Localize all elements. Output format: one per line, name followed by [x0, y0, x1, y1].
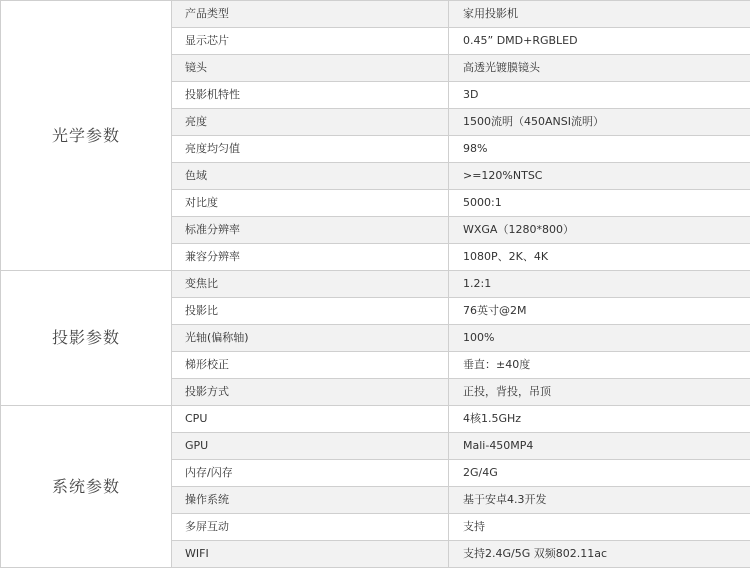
spec-table-body — [1, 1, 750, 568]
spec-value: 2G/4G — [449, 460, 750, 487]
spec-label: 投影比 — [172, 298, 449, 325]
spec-label: 变焦比 — [172, 271, 449, 298]
spec-value: >=120%NTSC — [449, 163, 750, 190]
spec-label: 内存/闪存 — [172, 460, 449, 487]
group-name-projection: 投影参数 — [1, 271, 172, 406]
spec-label: WIFI — [172, 541, 449, 568]
spec-value: 76英寸@2M — [449, 298, 750, 325]
spec-label: 标准分辨率 — [172, 217, 449, 244]
spec-value: 4核1.5GHz — [449, 406, 750, 433]
spec-label: 梯形校正 — [172, 352, 449, 379]
spec-label: 兼容分辨率 — [172, 244, 449, 271]
spec-value: 100% — [449, 325, 750, 352]
table-row — [1, 1, 750, 28]
spec-value: 1.2:1 — [449, 271, 750, 298]
spec-label: 亮度均匀值 — [172, 136, 449, 163]
spec-value: 0.45” DMD+RGBLED — [449, 28, 750, 55]
spec-value: 家用投影机 — [449, 1, 750, 28]
table-row — [1, 406, 750, 433]
spec-value: 基于安卓4.3开发 — [449, 487, 750, 514]
spec-label: 镜头 — [172, 55, 449, 82]
spec-value: 3D — [449, 82, 750, 109]
table-row — [1, 271, 750, 298]
spec-value: WXGA（1280*800） — [449, 217, 750, 244]
spec-label: 对比度 — [172, 190, 449, 217]
spec-value: 垂直：±40度 — [449, 352, 750, 379]
spec-label: 投影方式 — [172, 379, 449, 406]
spec-label: 操作系统 — [172, 487, 449, 514]
spec-label: 显示芯片 — [172, 28, 449, 55]
spec-label: 产品类型 — [172, 1, 449, 28]
spec-value: 98% — [449, 136, 750, 163]
spec-label: GPU — [172, 433, 449, 460]
spec-value: 1080P、2K、4K — [449, 244, 750, 271]
spec-label: 亮度 — [172, 109, 449, 136]
spec-label: CPU — [172, 406, 449, 433]
spec-value: 高透光镀膜镜头 — [449, 55, 750, 82]
spec-value: Mali-450MP4 — [449, 433, 750, 460]
spec-value: 5000:1 — [449, 190, 750, 217]
spec-label: 光轴(偏称轴) — [172, 325, 449, 352]
group-name-optical: 光学参数 — [1, 1, 172, 271]
spec-value: 正投，背投，吊顶 — [449, 379, 750, 406]
spec-label: 色域 — [172, 163, 449, 190]
spec-value: 支持 — [449, 514, 750, 541]
group-name-system: 系统参数 — [1, 406, 172, 568]
spec-label: 投影机特性 — [172, 82, 449, 109]
spec-label: 多屏互动 — [172, 514, 449, 541]
spec-value: 1500流明（450ANSI流明） — [449, 109, 750, 136]
spec-value: 支持2.4G/5G 双频802.11ac — [449, 541, 750, 568]
